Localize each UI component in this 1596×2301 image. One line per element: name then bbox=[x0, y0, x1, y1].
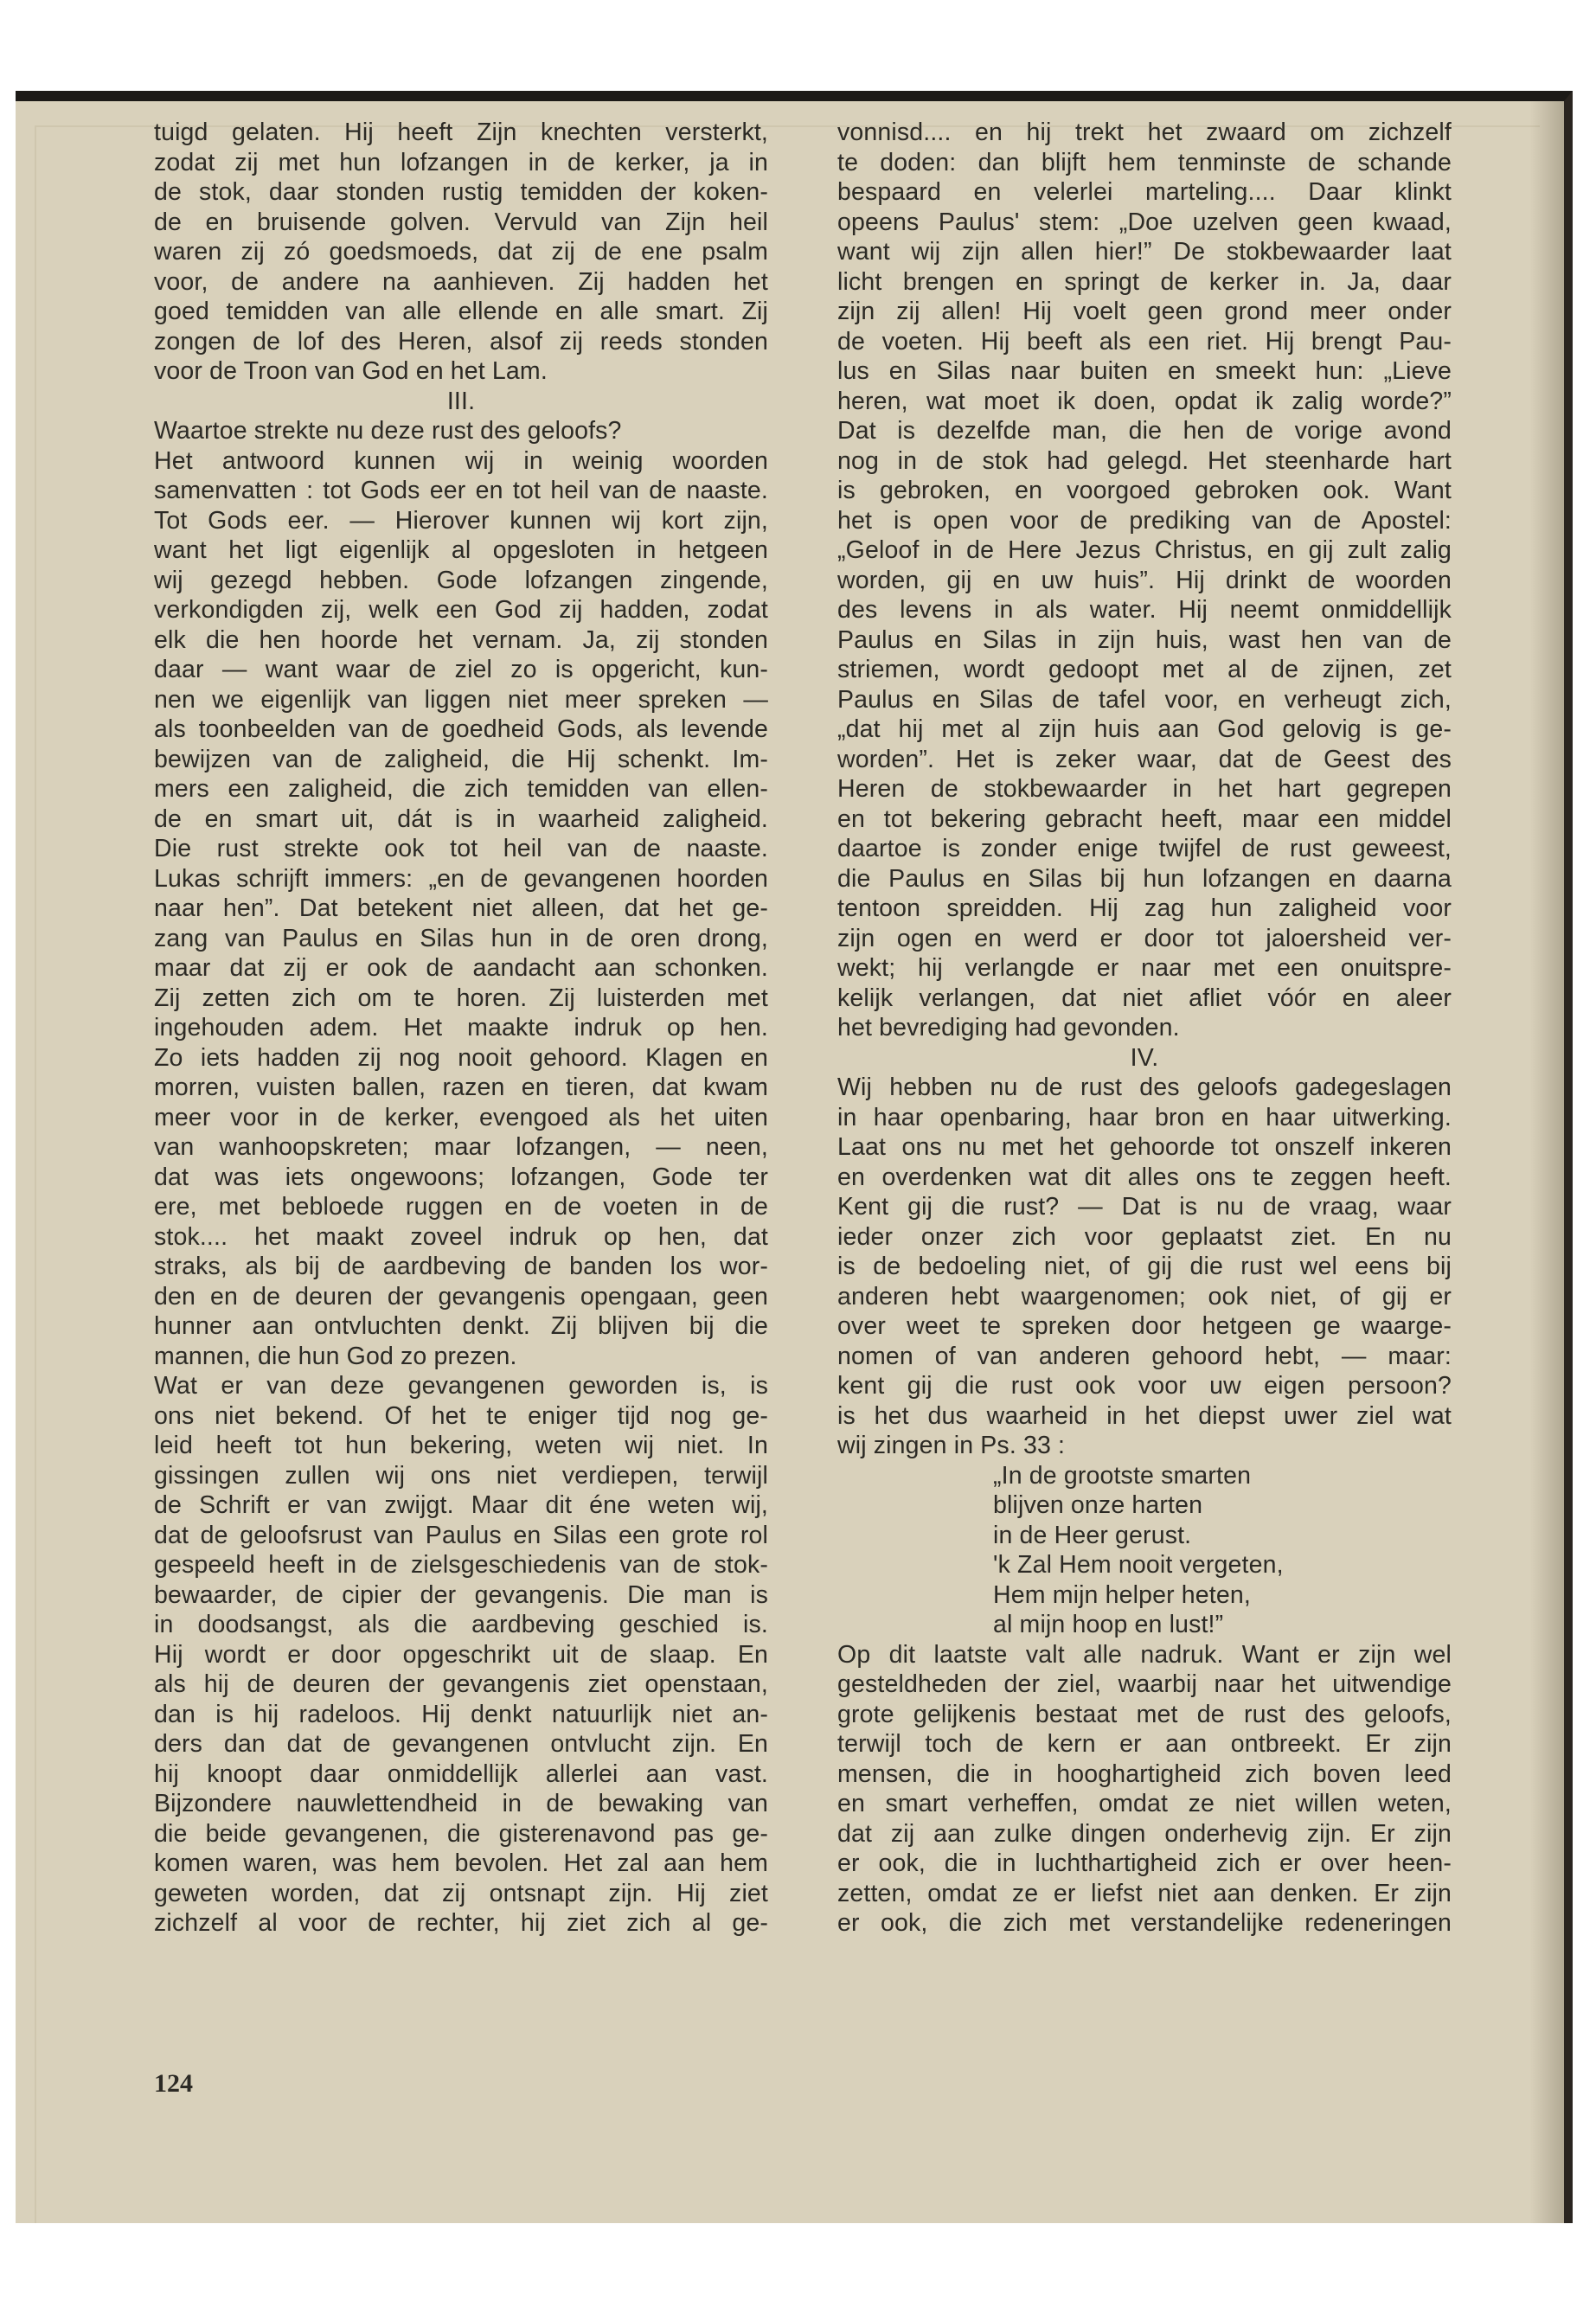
text-line: wij gezegd hebben. Gode lofzangen zingende, bbox=[154, 566, 768, 594]
text-line: zichzelf al voor de rechter, hij ziet zich al ge- bbox=[154, 1909, 768, 1937]
text-line: Paulus en Silas de tafel voor, en verheugt zich, bbox=[837, 685, 1452, 714]
text-line: mers een zaligheid, die zich temidden van ellen- bbox=[154, 775, 768, 803]
text-line: waren zij zó goedsmoeds, dat zij de ene psalm bbox=[154, 238, 768, 266]
text-line: Op dit laatste valt alle nadruk. Want er zijn wel bbox=[837, 1640, 1452, 1669]
text-line: 'k Zal Hem nooit vergeten, bbox=[993, 1551, 1284, 1579]
text-line: den en de deuren der gevangenis opengaan, geen bbox=[154, 1282, 768, 1311]
text-line: van wanhoopskreten; maar lofzangen, — neen, bbox=[154, 1133, 768, 1161]
text-line: maar dat zij er ook de aandacht aan schonken. bbox=[154, 954, 768, 982]
text-line: ingehouden adem. Het maakte indruk op hen. bbox=[154, 1014, 768, 1042]
text-line: de en bruisende golven. Vervuld van Zijn heil bbox=[154, 208, 768, 236]
text-line: het is open voor de prediking van de Apostel: bbox=[837, 506, 1452, 535]
text-line: dat de geloofsrust van Paulus en Silas een grote rol bbox=[154, 1521, 768, 1549]
text-line: Laat ons nu met het gehoorde tot onszelf inkeren bbox=[837, 1133, 1452, 1161]
text-line: heren, wat moet ik doen, opdat ik zalig worde?” bbox=[837, 387, 1452, 415]
text-line: zodat zij met hun lofzangen in de kerker, ja in bbox=[154, 148, 768, 176]
section-heading: III. bbox=[446, 387, 476, 415]
text-line: des levens in als water. Hij neemt onmiddellijk bbox=[837, 596, 1452, 624]
text-line: in haar openbaring, haar bron en haar uitwerking. bbox=[837, 1103, 1452, 1131]
text-line: de stok, daar stonden rustig temidden der koken- bbox=[154, 178, 768, 206]
text-line: tentoon spreidden. Hij zag hun zaligheid voor bbox=[837, 894, 1452, 922]
text-line: gissingen zullen wij ons niet verdiepen, terwijl bbox=[154, 1461, 768, 1490]
text-line: er ook, die in luchthartigheid zich er over heen- bbox=[837, 1849, 1452, 1877]
text-line: de voeten. Hij beeft als een riet. Hij brengt Pau- bbox=[837, 327, 1452, 356]
text-line: opeens Paulus' stem: „Doe uzelven geen kwaad, bbox=[837, 208, 1452, 236]
text-line: Zij zetten zich om te horen. Zij luisterden met bbox=[154, 984, 768, 1012]
left-text-column bbox=[154, 118, 768, 1939]
text-line: Het antwoord kunnen wij in weinig woorden bbox=[154, 446, 768, 475]
text-line: Bijzondere nauwlettendheid in de bewaking van bbox=[154, 1790, 768, 1817]
text-line: Wij hebben nu de rust des geloofs gadegeslagen bbox=[837, 1074, 1452, 1101]
text-line: Waartoe strekte nu deze rust des geloofs? bbox=[154, 417, 622, 445]
text-line: al mijn hoop en lust!” bbox=[993, 1611, 1224, 1638]
text-line: ere, met bebloede ruggen en de voeten in de bbox=[154, 1193, 768, 1221]
text-line: Dat is dezelfde man, die hen de vorige avond bbox=[837, 417, 1452, 445]
text-line: Paulus en Silas in zijn huis, wast hen van de bbox=[837, 625, 1452, 654]
text-line: zijn ogen en werd er door tot jaloersheid ver- bbox=[837, 924, 1452, 952]
text-line: gesteldheden der ziel, waarbij naar het uitwendige bbox=[837, 1670, 1452, 1698]
text-line: grote gelijkenis bestaat met de rust des geloofs, bbox=[837, 1700, 1452, 1728]
text-line: te doden: dan blijft hem tenminste de schande bbox=[837, 148, 1452, 176]
text-line: die beide gevangenen, die gisterenavond pas ge- bbox=[154, 1819, 768, 1848]
text-line: als toonbeelden van de goedheid Gods, als levende bbox=[154, 715, 768, 743]
text-line: verkondigden zij, welk een God zij hadden, zodat bbox=[154, 596, 768, 624]
text-line: striemen, wordt gedoopt met al de zijnen, zet bbox=[837, 656, 1452, 683]
text-line: worden”. Het is zeker waar, dat de Geest des bbox=[837, 745, 1452, 773]
text-line: nen we eigenlijk van liggen niet meer spreken — bbox=[154, 685, 768, 714]
text-line: er ook, die zich met verstandelijke redeneringen bbox=[837, 1909, 1452, 1937]
text-line: de Schrift er van zwijgt. Maar dit éne weten wij, bbox=[154, 1491, 768, 1519]
text-line: Heren de stokbewaarder in het hart gegrepen bbox=[837, 775, 1452, 803]
text-line: want wij zijn allen hier!” De stokbewaarder laat bbox=[837, 238, 1452, 266]
text-line: Hij wordt er door opgeschrikt uit de slaap. En bbox=[154, 1640, 768, 1669]
text-line: Zo iets hadden zij nog nooit gehoord. Klagen en bbox=[154, 1043, 768, 1072]
text-line: hunner aan ontvluchten denkt. Zij blijven bij die bbox=[154, 1312, 768, 1340]
text-line: morren, vuisten ballen, razen en tieren, dat kwam bbox=[154, 1074, 768, 1101]
text-line: en tot bekering gebracht heeft, maar een middel bbox=[837, 804, 1452, 833]
text-line: bewaarder, de cipier der gevangenis. Die man is bbox=[154, 1580, 768, 1609]
text-line: en smart verheffen, omdat ze niet willen weten, bbox=[837, 1790, 1452, 1817]
text-line: ons niet bekend. Of het te eniger tijd nog ge- bbox=[154, 1401, 768, 1430]
text-line: die Paulus en Silas bij hun lofzangen en daarna bbox=[837, 864, 1452, 893]
text-line: daar — want waar de ziel zo is opgericht, kun- bbox=[154, 656, 768, 683]
text-line: Die rust strekte ook tot heil van de naaste. bbox=[154, 835, 768, 862]
text-line: stok.... het maakt zoveel indruk op hen, dat bbox=[154, 1222, 768, 1251]
text-line: dan is hij radeloos. Hij denkt natuurlijk niet an- bbox=[154, 1700, 768, 1728]
text-line: is de bedoeling niet, of gij die rust wel eens bij bbox=[837, 1253, 1452, 1280]
text-line: blijven onze harten bbox=[993, 1491, 1203, 1519]
text-line: in doodsangst, als die aardbeving geschied is. bbox=[154, 1611, 768, 1638]
text-line: terwijl toch de kern er aan ontbreekt. Er zijn bbox=[837, 1730, 1452, 1758]
text-line: is het dus waarheid in het diepst uwer ziel wat bbox=[837, 1401, 1452, 1430]
text-line: bewijzen van de zaligheid, die Hij schenkt. Im- bbox=[154, 745, 768, 773]
text-line: lus en Silas naar buiten en smeekt hun: „Lieve bbox=[837, 357, 1452, 385]
text-line: zijn zij allen! Hij voelt geen grond meer onder bbox=[837, 298, 1452, 325]
text-line: dat was iets ongewoons; lofzangen, Gode ter bbox=[154, 1163, 768, 1191]
text-line: zongen de lof des Heren, alsof zij reeds stonden bbox=[154, 327, 768, 356]
right-text-column bbox=[837, 118, 1452, 1939]
text-line: wekt; hij verlangde er naar met een onuitspre- bbox=[837, 954, 1452, 982]
text-line: meer voor in de kerker, evengoed als het uiten bbox=[154, 1103, 768, 1131]
text-line: komen waren, was hem bevolen. Het zal aan hem bbox=[154, 1849, 768, 1877]
text-line: bespaard en velerlei marteling.... Daar klinkt bbox=[837, 178, 1452, 206]
text-line: „dat hij met al zijn huis aan God gelovig is ge- bbox=[837, 715, 1452, 743]
text-line: mensen, die in hooghartigheid zich boven leed bbox=[837, 1759, 1452, 1788]
text-line: anderen hebt waargenomen; ook niet, of gij er bbox=[837, 1282, 1452, 1311]
text-line: voor de Troon van God en het Lam. bbox=[154, 357, 548, 385]
section-heading: IV. bbox=[1130, 1043, 1159, 1072]
text-line: kent gij die rust ook voor uw eigen persoon? bbox=[837, 1372, 1452, 1400]
text-line: tuigd gelaten. Hij heeft Zijn knechten versterkt, bbox=[154, 119, 768, 146]
text-line: de en smart uit, dát is in waarheid zaligheid. bbox=[154, 804, 768, 833]
text-line: Tot Gods eer. — Hierover kunnen wij kort zijn, bbox=[154, 506, 768, 535]
text-line: vonnisd.... en hij trekt het zwaard om zichzelf bbox=[837, 119, 1452, 146]
text-line: nog in de stok had gelegd. Het steenharde hart bbox=[837, 446, 1452, 475]
text-line: wij zingen in Ps. 33 : bbox=[837, 1432, 1066, 1459]
text-line: en overdenken wat dit alles ons te zeggen heeft. bbox=[837, 1163, 1452, 1191]
text-line: mannen, die hun God zo prezen. bbox=[154, 1342, 517, 1370]
text-line: ieder onzer zich voor geplaatst ziet. En nu bbox=[837, 1222, 1452, 1251]
text-line: over weet te spreken door hetgeen ge waarge- bbox=[837, 1312, 1452, 1340]
text-line: naar hen”. Dat betekent niet alleen, dat het ge- bbox=[154, 894, 768, 922]
text-line: in de Heer gerust. bbox=[993, 1521, 1192, 1549]
text-line: straks, als bij de aardbeving de banden los wor- bbox=[154, 1253, 768, 1280]
text-line: Hem mijn helper heten, bbox=[993, 1580, 1251, 1609]
text-line: Lukas schrijft immers: „en de gevangenen hoorden bbox=[154, 864, 768, 893]
text-line: licht brengen en springt de kerker in. Ja, daar bbox=[837, 267, 1452, 296]
text-line: nomen of van anderen gehoord hebt, — maar: bbox=[837, 1342, 1452, 1370]
text-line: als hij de deuren der gevangenis ziet openstaan, bbox=[154, 1670, 768, 1698]
text-line: gespeeld heeft in de zielsgeschiedenis van de stok- bbox=[154, 1551, 768, 1579]
text-line: want het ligt eigenlijk al opgesloten in hetgeen bbox=[154, 536, 768, 564]
text-line: zang van Paulus en Silas hun in de oren drong, bbox=[154, 924, 768, 952]
text-line: zetten, omdat ze er liefst niet aan denken. Er zijn bbox=[837, 1879, 1452, 1907]
text-line: het bevrediging had gevonden. bbox=[837, 1014, 1180, 1042]
text-line: „Geloof in de Here Jezus Christus, en gij zult zalig bbox=[837, 536, 1452, 564]
text-line: geweten worden, dat zij ontsnapt zijn. Hij ziet bbox=[154, 1879, 768, 1907]
text-line: hij knoopt daar onmiddellijk allerlei aan vast. bbox=[154, 1759, 768, 1788]
text-line: is gebroken, en voorgoed gebroken ook. Want bbox=[837, 477, 1452, 504]
text-line: voor, de andere na aanhieven. Zij hadden het bbox=[154, 267, 768, 296]
text-line: ders dan dat de gevangenen ontvlucht zijn. En bbox=[154, 1730, 768, 1758]
binding-shadow bbox=[1529, 101, 1564, 2223]
text-line: leid heeft tot hun bekering, weten wij niet. In bbox=[154, 1432, 768, 1459]
text-line: „In de grootste smarten bbox=[993, 1461, 1252, 1490]
text-line: Kent gij die rust? — Dat is nu de vraag, waar bbox=[837, 1193, 1452, 1221]
text-line: Wat er van deze gevangenen geworden is, is bbox=[154, 1372, 768, 1400]
text-line: dat zij aan zulke dingen onderhevig zijn. Er zijn bbox=[837, 1819, 1452, 1848]
text-line: elk die hen hoorde het vernam. Ja, zij stonden bbox=[154, 625, 768, 654]
page-number: 124 bbox=[154, 2069, 193, 2098]
text-line: kelijk verlangen, dat niet afliet vóór en aleer bbox=[837, 984, 1452, 1012]
text-line: samenvatten : tot Gods eer en tot heil van de naaste. bbox=[154, 477, 768, 504]
text-line: daartoe is zonder enige twijfel de rust geweest, bbox=[837, 835, 1452, 862]
text-line: goed temidden van alle ellende en alle smart. Zij bbox=[154, 298, 768, 325]
text-line: worden, gij en uw huis”. Hij drinkt de woorden bbox=[837, 566, 1452, 594]
